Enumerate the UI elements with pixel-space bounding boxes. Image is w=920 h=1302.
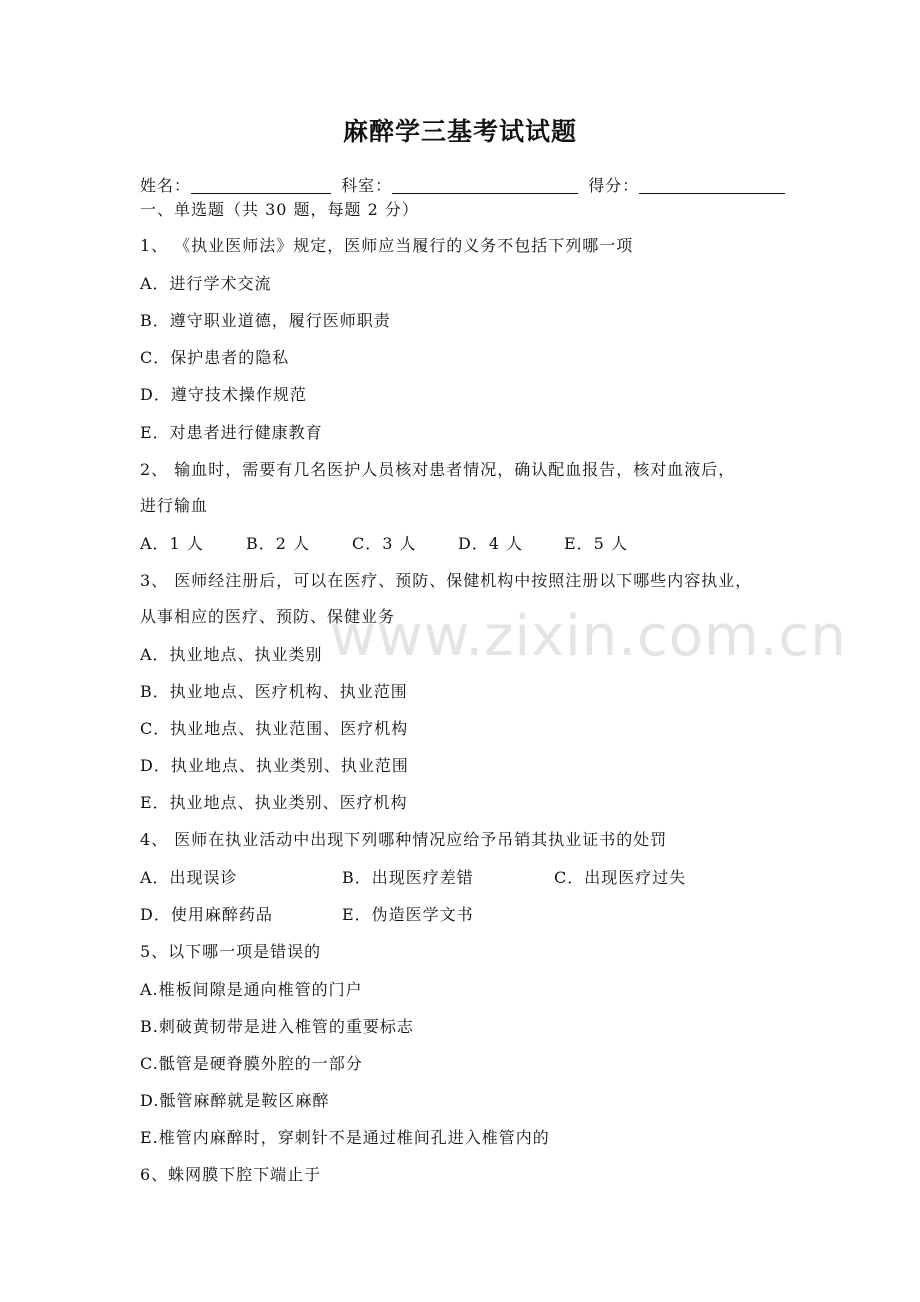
dept-label: 科室：	[341, 176, 393, 195]
option-row	[140, 905, 780, 925]
header-fields	[140, 176, 785, 196]
option: C．3 人	[352, 534, 417, 553]
option: C．执业地点、执业范围、医疗机构	[140, 719, 409, 738]
score-blank[interactable]	[639, 177, 785, 194]
dept-blank[interactable]	[392, 177, 578, 194]
option: B．遵守职业道德，履行医师职责	[140, 311, 391, 330]
option: A.椎板间隙是通向椎管的门户	[140, 980, 363, 999]
option: E．执业地点、执业类别、医疗机构	[140, 793, 408, 812]
option: B.刺破黄韧带是进入椎管的重要标志	[140, 1017, 414, 1036]
option: C．保护患者的隐私	[140, 348, 290, 367]
option: E．5 人	[564, 534, 628, 553]
question-stem: 4、 医师在执业活动中出现下列哪种情况应给予吊销其执业证书的处罚	[140, 830, 668, 849]
option: D．执业地点、执业类别、执业范围	[140, 756, 409, 775]
option: C.骶管是硬脊膜外腔的一部分	[140, 1054, 363, 1073]
option: E.椎管内麻醉时，穿刺针不是通过椎间孔进入椎管内的	[140, 1128, 550, 1147]
option-row	[140, 868, 780, 888]
section-heading: 一、单选题（共 30 题，每题 2 分）	[140, 200, 419, 219]
question-stem: 3、 医师经注册后，可以在医疗、预防、保健机构中按照注册以下哪些内容执业，	[140, 571, 753, 590]
option: B．出现医疗差错	[342, 868, 474, 887]
question-stem: 2、 输血时，需要有几名医护人员核对患者情况，确认配血报告，核对血液后，	[140, 460, 736, 479]
option: A．进行学术交流	[140, 274, 272, 293]
option: A．1 人	[140, 534, 204, 553]
option-row	[140, 534, 780, 554]
option: C．出现医疗过失	[554, 868, 687, 887]
option: D．使用麻醉药品	[140, 905, 273, 924]
question-stem: 1、 《执业医师法》规定，医师应当履行的义务不包括下列哪一项	[140, 236, 634, 255]
option: E．伪造医学文书	[342, 905, 474, 924]
option: D．4 人	[458, 534, 524, 553]
name-label: 姓名：	[140, 176, 192, 195]
score-label: 得分：	[588, 176, 640, 195]
option: A．出现误诊	[140, 868, 238, 887]
question-stem-continued: 进行输血	[140, 496, 209, 515]
question-stem-continued: 从事相应的医疗、预防、保健业务	[140, 607, 396, 626]
watermark: www.zixin.com.cn	[330, 604, 847, 669]
option: B．2 人	[246, 534, 311, 553]
option: D．遵守技术操作规范	[140, 385, 307, 404]
name-blank[interactable]	[191, 177, 331, 194]
option: D.骶管麻醉就是鞍区麻醉	[140, 1091, 330, 1110]
question-stem: 5、以下哪一项是错误的	[140, 942, 322, 961]
option: B．执业地点、医疗机构、执业范围	[140, 682, 408, 701]
option: A．执业地点、执业类别	[140, 645, 323, 664]
page-title: 麻醉学三基考试试题	[342, 117, 577, 146]
option: E．对患者进行健康教育	[140, 423, 323, 442]
question-stem: 6、蛛网膜下腔下端止于	[140, 1165, 322, 1184]
